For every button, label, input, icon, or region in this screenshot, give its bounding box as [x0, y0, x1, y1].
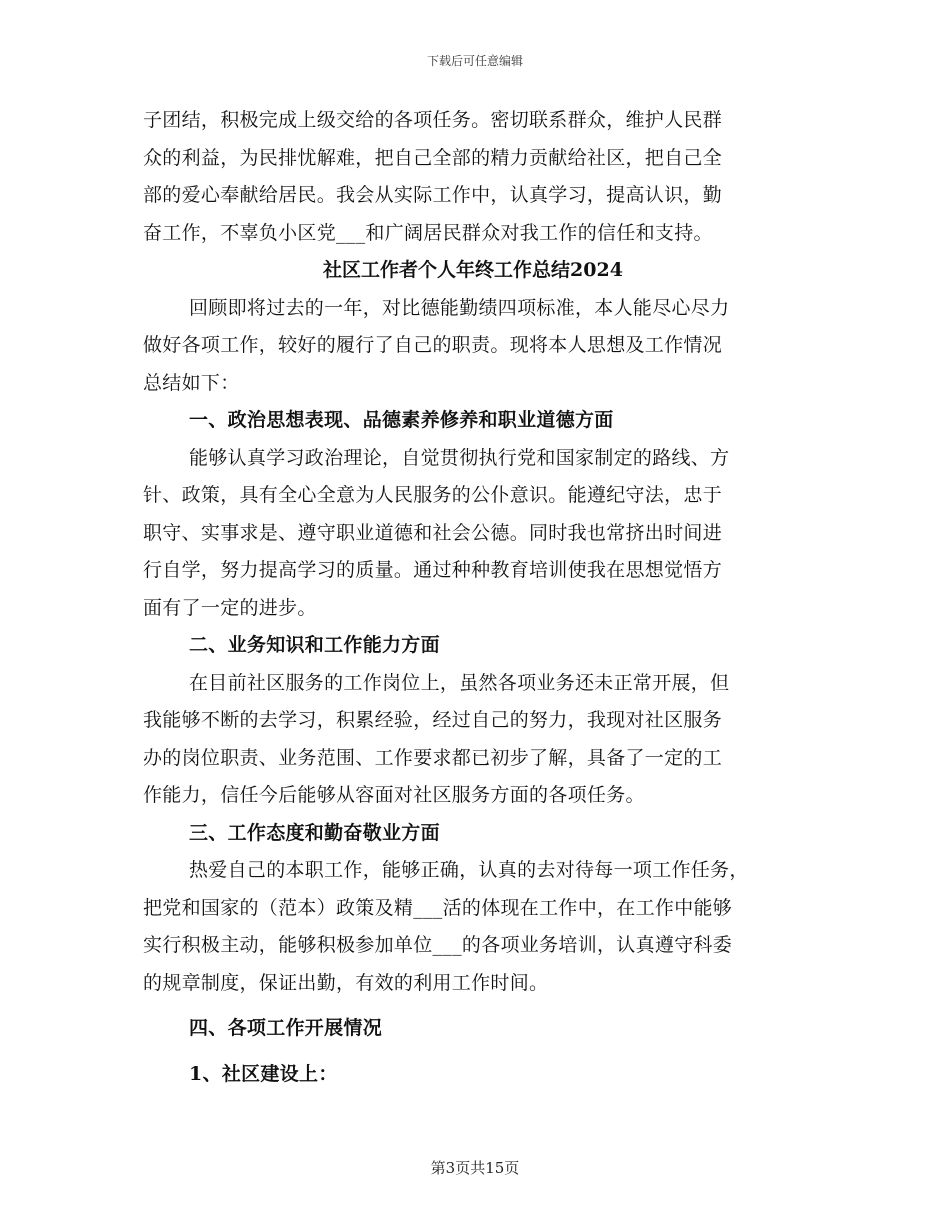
paragraph-line: 行自学，努力提高学习的质量。通过种种教育培训使我在思想觉悟方	[143, 559, 723, 581]
paragraph-line: 面有了一定的进步。	[143, 596, 317, 619]
section-heading: 一、政治思想表现、品德素养修养和职业道德方面	[189, 409, 614, 431]
paragraph-line: 做好各项工作，较好的履行了自己的职责。现将本人思想及工作情况	[143, 334, 723, 356]
paragraph-line: 子团结，积极完成上级交给的各项任务。密切联系群众，维护人民群	[143, 109, 723, 131]
paragraph-line: 实行积极主动，能够积极参加单位___的各项业务培训，认真遵守科委	[143, 934, 733, 956]
paragraph-line: 职守、实事求是、遵守职业道德和社会公德。同时我也常挤出时间进	[143, 521, 723, 544]
paragraph-line: 众的利益，为民排忧解难，把自己全部的精力贡献给社区，把自己全	[143, 146, 723, 169]
sub-heading: 1、社区建设上：	[189, 1062, 338, 1085]
section-heading: 四、各项工作开展情况	[189, 1017, 383, 1039]
paragraph-line: 能够认真学习政治理论，自觉贯彻执行党和国家制定的路线、方	[189, 446, 730, 469]
paragraph-line: 针、政策，具有全心全意为人民服务的公仆意识。能遵纪守法，忠于	[143, 484, 723, 506]
page-number: 第3页共15页	[430, 1159, 520, 1177]
paragraph-line: 奋工作，不辜负小区党___和广阔居民群众对我工作的信任和支持。	[143, 221, 713, 244]
paragraph-line: 作能力，信任今后能够从容面对社区服务方面的各项任务。	[143, 784, 645, 806]
paragraph-line: 我能够不断的去学习，积累经验，经过自己的努力，我现对社区服务	[143, 709, 723, 731]
page-header: 下载后可任意编辑	[426, 54, 523, 68]
paragraph-line: 在目前社区服务的工作岗位上，虽然各项业务还未正常开展，但	[189, 671, 730, 694]
document-title: 社区工作者个人年终工作总结2024	[323, 259, 623, 281]
paragraph-line: 热爱自己的本职工作，能够正确，认真的去对待每一项工作任务，	[189, 859, 749, 881]
paragraph-line: 部的爱心奉献给居民。我会从实际工作中，认真学习，提高认识，勤	[143, 184, 723, 206]
document-body	[143, 102, 803, 1093]
paragraph-line: 回顾即将过去的一年，对比德能勤绩四项标准，本人能尽心尽力	[189, 296, 730, 319]
paragraph-line: 的规章制度，保证出勤，有效的利用工作时间。	[143, 971, 549, 994]
paragraph-line: 把党和国家的（范本）政策及精___活的体现在工作中，在工作中能够	[143, 896, 733, 919]
paragraph-line: 总结如下：	[143, 371, 240, 394]
section-heading: 二、业务知识和工作能力方面	[189, 634, 440, 656]
paragraph-line: 办的岗位职责、业务范围、工作要求都已初步了解，具备了一定的工	[143, 746, 723, 769]
section-heading: 三、工作态度和勤奋敬业方面	[189, 821, 440, 844]
